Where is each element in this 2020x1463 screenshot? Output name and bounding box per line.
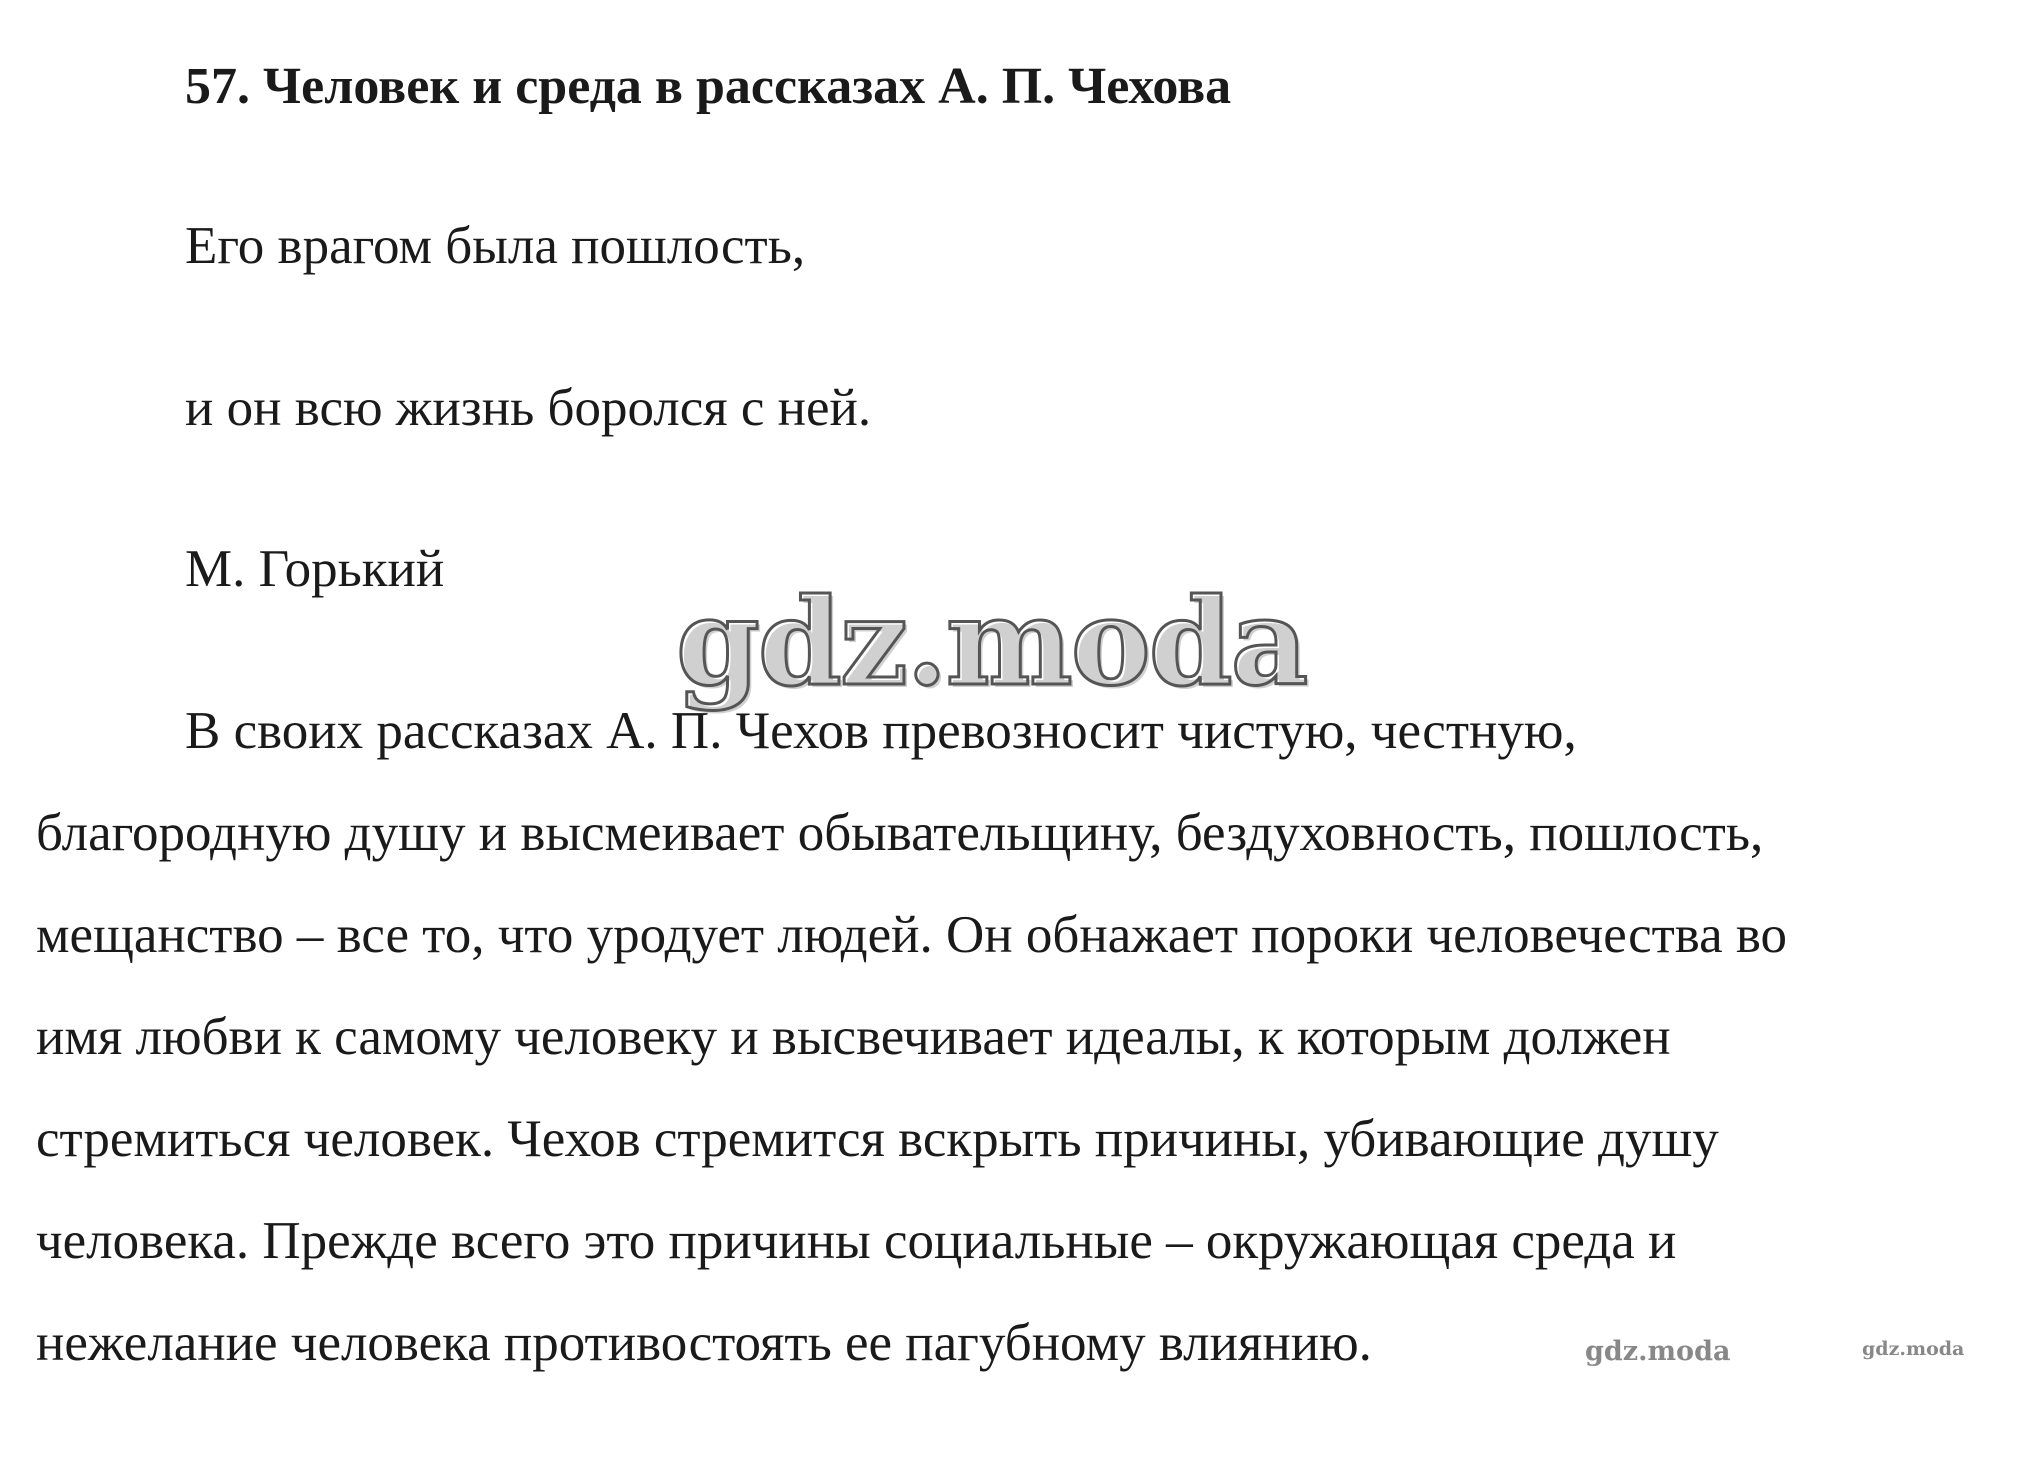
body-line-1: В своих рассказах А. П. Чехов превозносит чистую, честную, [185, 702, 1577, 760]
body-line-4: имя любви к самому человеку и высвечивает идеалы, к которым должен [36, 1008, 1671, 1066]
page-title: 57. Человек и среда в рассказах А. П. Чехова [185, 58, 1232, 115]
watermark-small-2: gdz.moda [1862, 1338, 1965, 1360]
epigraph-line-1: Его врагом была пошлость, [185, 217, 806, 275]
body-line-5: стремиться человек. Чехов стремится вскрыть причины, убивающие душу [36, 1110, 1719, 1168]
body-line-3: мещанство – все то, что уродует людей. Он обнажает пороки человечества во [36, 906, 1788, 964]
watermark-large: gdz.moda [676, 572, 1307, 713]
body-line-6: человека. Прежде всего это причины социальные – окружающая среда и [36, 1212, 1677, 1270]
epigraph-author: М. Горький [185, 540, 445, 598]
watermark-small-1: gdz.moda [1585, 1336, 1731, 1367]
body-line-7: нежелание человека противостоять ее пагубному влиянию. [36, 1314, 1372, 1372]
body-line-2: благородную душу и высмеивает обывательщину, бездуховность, пошлость, [36, 804, 1764, 862]
epigraph-line-2: и он всю жизнь боролся с ней. [185, 379, 872, 437]
